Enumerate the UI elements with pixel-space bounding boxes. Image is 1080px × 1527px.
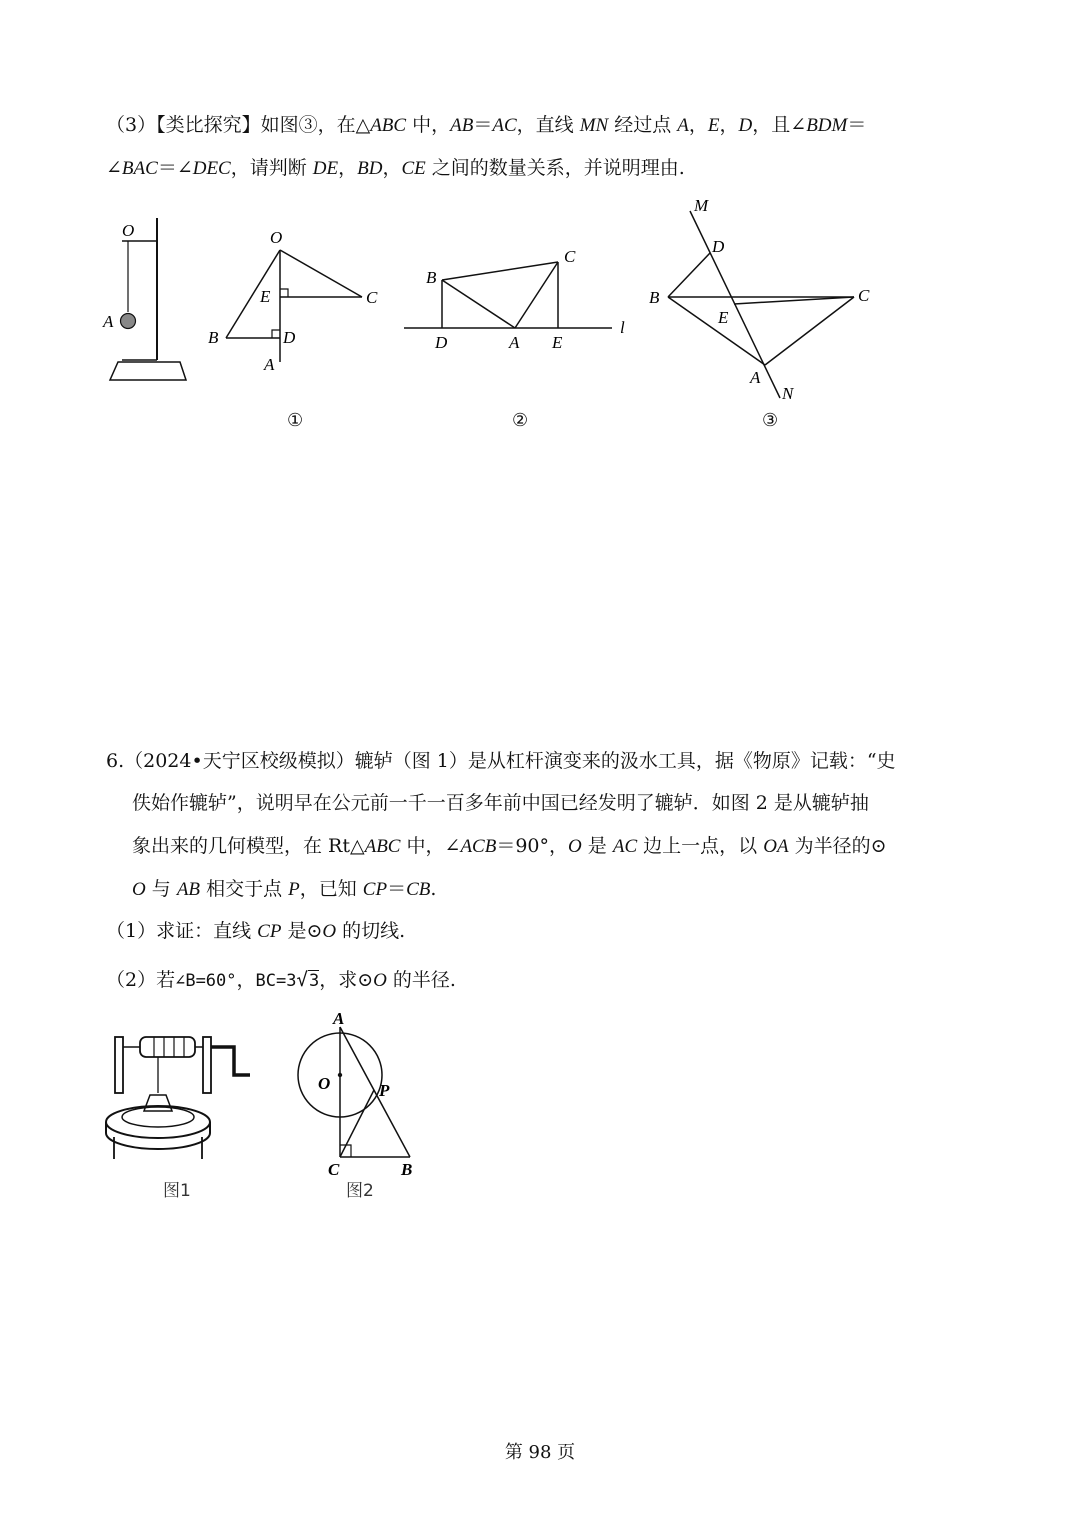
label-A: A <box>509 333 520 352</box>
label-C: C <box>858 286 870 305</box>
q6-line3: 象出来的几何模型，在 Rt△ABC 中，∠ACB＝90°，O 是 AC 边上一点，以 OA 为半径的⊙ <box>132 835 887 857</box>
label-A: A <box>750 368 761 387</box>
q6-line4: O 与 AB 相交于点 P，已知 CP＝CB. <box>132 878 437 900</box>
caption-figure2: 图2 <box>346 1181 374 1201</box>
label-M: M <box>694 196 709 215</box>
q5-part3-line2: ∠BAC＝∠DEC，请判断 DE，BD，CE 之间的数量关系，并说明理由. <box>106 157 685 179</box>
label-C: C <box>366 288 378 307</box>
label-O: O <box>270 228 283 247</box>
q6-line1: 6.（2024•天宁区校级模拟）辘轳（图 1）是从杠杆演变来的汲水工具，据《物原》记载：“史 <box>106 750 896 772</box>
label-C: C <box>564 247 576 266</box>
label-D: D <box>435 333 448 352</box>
label-E: E <box>260 287 271 306</box>
caption-figure1: 图1 <box>163 1181 191 1201</box>
label-A: A <box>103 312 114 331</box>
label-O: O <box>122 221 135 240</box>
figure-3 <box>640 193 890 405</box>
label-E: E <box>718 308 729 327</box>
q5-part3-line1: （3）【类比探究】如图③，在△ABC 中，AB＝AC，直线 MN 经过点 A，E，D，且∠BDM＝ <box>106 114 867 136</box>
label-N: N <box>782 384 794 403</box>
label-B: B <box>649 288 660 307</box>
figure-circle-model <box>288 1012 428 1182</box>
label-C: C <box>328 1160 340 1179</box>
caption-fig3: ③ <box>762 410 779 431</box>
caption-fig1: ① <box>287 410 304 431</box>
figure-1-triangle <box>200 222 390 377</box>
label-B: B <box>208 328 219 347</box>
figure-windlass <box>100 1025 260 1170</box>
label-A: A <box>333 1012 345 1028</box>
label-O: O <box>318 1074 331 1093</box>
label-E: E <box>552 333 563 352</box>
pendulum-ball <box>121 314 136 329</box>
q6-part1: （1）求证：直线 CP 是⊙O 的切线. <box>106 920 406 942</box>
figure-2 <box>400 240 640 355</box>
label-D: D <box>283 328 296 347</box>
page-number: 第 98 页 <box>504 1442 576 1463</box>
label-D: D <box>712 237 725 256</box>
label-B: B <box>426 268 437 287</box>
label-A: A <box>264 355 275 374</box>
label-B: B <box>401 1160 413 1179</box>
label-P: P <box>379 1081 390 1100</box>
label-l: l <box>620 318 625 337</box>
q6-part2: （2）若∠B=60°，BC=3√3，求⊙O 的半径. <box>106 969 456 991</box>
q6-line2: 佚始作辘轳”，说明早在公元前一千一百多年前中国已经发明了辘轳．如图 2 是从辘轳抽 <box>132 792 869 814</box>
figure-pendulum <box>100 210 200 390</box>
caption-fig2: ② <box>512 410 529 431</box>
